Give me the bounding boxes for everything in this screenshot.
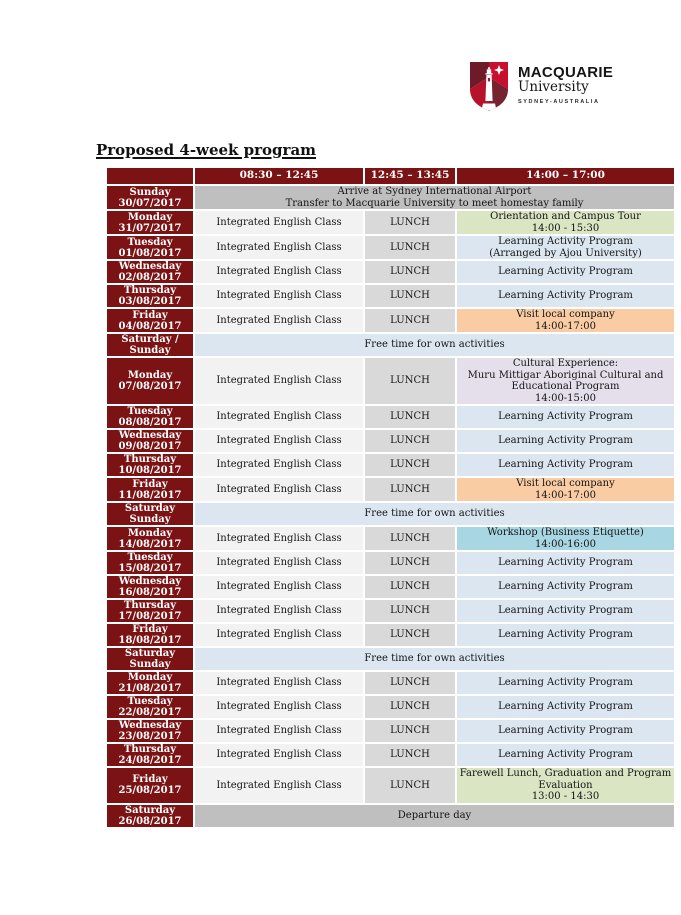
full-day-cell: Arrive at Sydney International Airport Transfer to Macquarie University to meet homestay family [194,185,675,210]
schedule-cell: LUNCH [364,599,456,623]
day-cell: Wednesday 16/08/2017 [106,575,194,599]
schedule-cell: LUNCH [364,308,456,333]
schedule-cell: Learning Activity Program [456,551,675,575]
table-row [106,357,675,405]
table-row [106,719,675,743]
table-row [106,453,675,477]
day-cell: Saturday / Sunday [106,333,194,357]
schedule-cell: LUNCH [364,453,456,477]
schedule-cell: Integrated English Class [194,695,364,719]
logo-brand-name: MACQUARIE [518,64,614,81]
table-row [106,235,675,260]
day-cell: Wednesday 02/08/2017 [106,260,194,284]
table-row [106,599,675,623]
program-table [105,166,676,829]
table-row [106,743,675,767]
schedule-cell: LUNCH [364,405,456,429]
day-cell: Friday 11/08/2017 [106,477,194,502]
schedule-cell: Learning Activity Program [456,599,675,623]
table-row [106,333,675,357]
schedule-cell: Integrated English Class [194,357,364,405]
schedule-cell: Integrated English Class [194,599,364,623]
logo-text [518,61,613,105]
program-table-body [106,185,675,828]
table-row [106,210,675,235]
schedule-cell: Learning Activity Program [456,429,675,453]
table-row [106,260,675,284]
table-row [106,308,675,333]
macquarie-shield-icon [469,61,509,111]
schedule-cell: LUNCH [364,671,456,695]
day-cell: Friday 04/08/2017 [106,308,194,333]
schedule-cell: Integrated English Class [194,284,364,308]
header-cell-slot-2: 12:45 – 13:45 [364,167,456,185]
schedule-cell: LUNCH [364,551,456,575]
schedule-cell: Learning Activity Program [456,405,675,429]
schedule-cell: Learning Activity Program [456,260,675,284]
schedule-cell: Learning Activity Program [456,743,675,767]
table-row [106,477,675,502]
schedule-cell: Learning Activity Program (Arranged by Ajou University) [456,235,675,260]
full-day-cell: Free time for own activities [194,502,675,526]
schedule-cell: Learning Activity Program [456,695,675,719]
full-day-cell: Free time for own activities [194,333,675,357]
schedule-cell: LUNCH [364,429,456,453]
schedule-cell: LUNCH [364,695,456,719]
table-row [106,767,675,804]
day-cell: Monday 07/08/2017 [106,357,194,405]
schedule-cell: Integrated English Class [194,235,364,260]
table-row [106,284,675,308]
table-row [106,695,675,719]
schedule-cell: LUNCH [364,477,456,502]
schedule-cell: Integrated English Class [194,767,364,804]
full-day-cell: Free time for own activities [194,647,675,671]
day-cell: Monday 31/07/2017 [106,210,194,235]
table-row [106,575,675,599]
header-cell-day [106,167,194,185]
schedule-cell: LUNCH [364,743,456,767]
schedule-cell: Orientation and Campus Tour 14:00 - 15:30 [456,210,675,235]
day-cell: Monday 14/08/2017 [106,526,194,551]
schedule-cell: LUNCH [364,357,456,405]
schedule-cell: Learning Activity Program [456,453,675,477]
schedule-cell: LUNCH [364,719,456,743]
table-row [106,647,675,671]
schedule-cell: Workshop (Business Etiquette) 14:00-16:00 [456,526,675,551]
day-cell: Saturday 26/08/2017 [106,804,194,828]
schedule-cell: Integrated English Class [194,405,364,429]
schedule-cell: Learning Activity Program [456,671,675,695]
day-cell: Tuesday 01/08/2017 [106,235,194,260]
table-row [106,804,675,828]
schedule-cell: Integrated English Class [194,453,364,477]
schedule-cell: Integrated English Class [194,743,364,767]
logo-tagline: SYDNEY-AUSTRALIA [518,99,600,105]
day-cell: Saturday Sunday [106,647,194,671]
table-row [106,502,675,526]
schedule-cell: Integrated English Class [194,623,364,647]
day-cell: Friday 25/08/2017 [106,767,194,804]
schedule-cell: Integrated English Class [194,526,364,551]
schedule-cell: Visit local company 14:00-17:00 [456,308,675,333]
schedule-cell: Visit local company 14:00-17:00 [456,477,675,502]
full-day-cell: Departure day [194,804,675,828]
schedule-cell: Integrated English Class [194,260,364,284]
day-cell: Tuesday 22/08/2017 [106,695,194,719]
logo-sub-name: University [518,79,589,95]
schedule-cell: LUNCH [364,575,456,599]
day-cell: Monday 21/08/2017 [106,671,194,695]
schedule-cell: LUNCH [364,526,456,551]
day-cell: Thursday 03/08/2017 [106,284,194,308]
table-row [106,526,675,551]
day-cell: Saturday Sunday [106,502,194,526]
table-row [106,405,675,429]
day-cell: Sunday 30/07/2017 [106,185,194,210]
university-logo [469,61,613,111]
day-cell: Thursday 10/08/2017 [106,453,194,477]
schedule-cell: Integrated English Class [194,551,364,575]
schedule-cell: Cultural Experience: Muru Mittigar Aboriginal Cultural and Educational Program 14:00-15:00 [456,357,675,405]
table-row [106,551,675,575]
header-cell-slot-1: 08:30 – 12:45 [194,167,364,185]
schedule-cell: LUNCH [364,284,456,308]
schedule-cell: Integrated English Class [194,671,364,695]
schedule-cell: Integrated English Class [194,575,364,599]
table-row [106,623,675,647]
header-cell-slot-3: 14:00 – 17:00 [456,167,675,185]
schedule-cell: LUNCH [364,260,456,284]
day-cell: Thursday 24/08/2017 [106,743,194,767]
page-title: Proposed 4-week program [96,141,317,159]
schedule-cell: Integrated English Class [194,719,364,743]
schedule-cell: Learning Activity Program [456,575,675,599]
schedule-cell: Integrated English Class [194,477,364,502]
day-cell: Friday 18/08/2017 [106,623,194,647]
schedule-cell: Learning Activity Program [456,719,675,743]
day-cell: Wednesday 23/08/2017 [106,719,194,743]
schedule-cell: LUNCH [364,210,456,235]
schedule-cell: Integrated English Class [194,308,364,333]
schedule-cell: LUNCH [364,235,456,260]
table-header-row [106,167,675,185]
table-row [106,671,675,695]
schedule-cell: Farewell Lunch, Graduation and Program Evaluation 13:00 - 14:30 [456,767,675,804]
table-row [106,429,675,453]
schedule-cell: LUNCH [364,623,456,647]
day-cell: Thursday 17/08/2017 [106,599,194,623]
table-row [106,185,675,210]
schedule-cell: Integrated English Class [194,429,364,453]
day-cell: Wednesday 09/08/2017 [106,429,194,453]
day-cell: Tuesday 08/08/2017 [106,405,194,429]
schedule-cell: Integrated English Class [194,210,364,235]
schedule-cell: Learning Activity Program [456,623,675,647]
schedule-cell: Learning Activity Program [456,284,675,308]
schedule-cell: LUNCH [364,767,456,804]
day-cell: Tuesday 15/08/2017 [106,551,194,575]
